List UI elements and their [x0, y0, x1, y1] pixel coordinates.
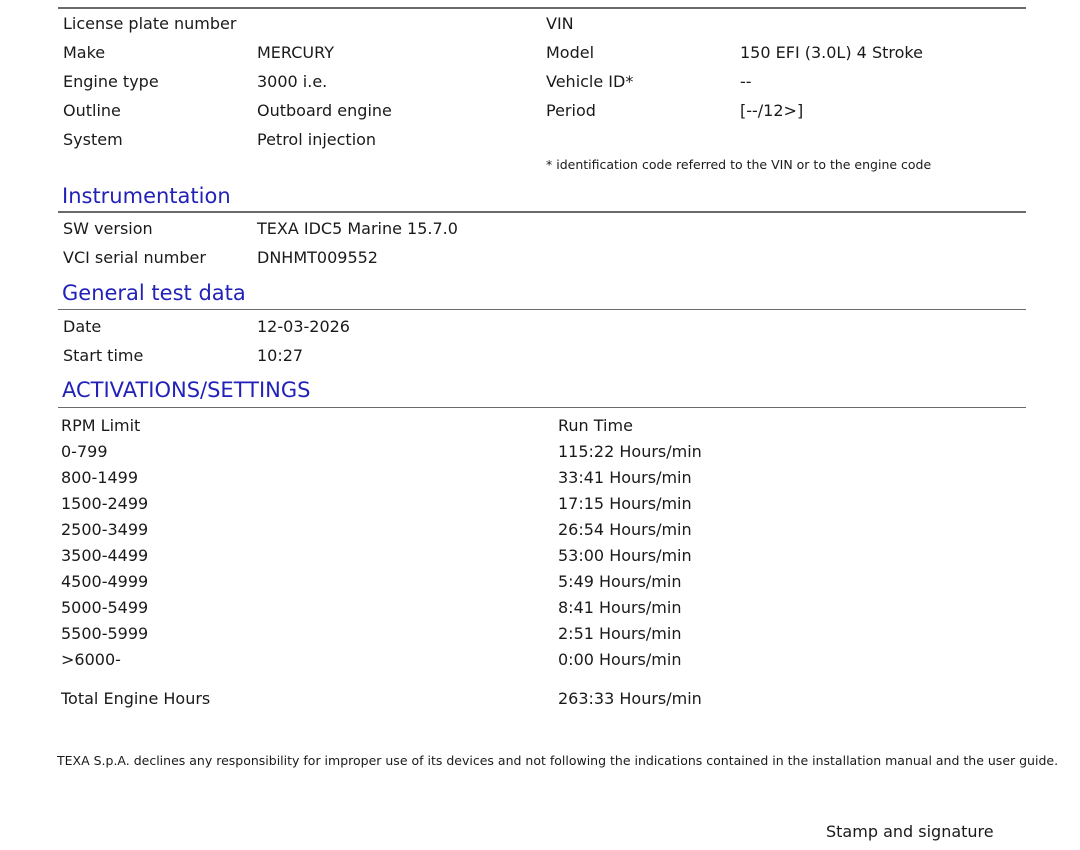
- vci-serial-label: VCI serial number: [63, 248, 206, 267]
- rpm-range: >6000-: [61, 650, 121, 669]
- activations-heading: ACTIVATIONS/SETTINGS: [62, 378, 311, 402]
- system-value: Petrol injection: [257, 130, 377, 149]
- run-time-value: 26:54 Hours/min: [558, 520, 692, 539]
- vehicle-id-value: --: [740, 72, 752, 91]
- table-row: [0, 442, 1080, 468]
- model-value: 150 EFI (3.0L) 4 Stroke: [740, 43, 923, 62]
- run-time-header: Run Time: [558, 416, 633, 435]
- vehicle-id-footnote: * identification code referred to the VIN or to the engine code: [546, 157, 932, 172]
- run-time-value: 0:00 Hours/min: [558, 650, 682, 669]
- vci-serial-value: DNHMT009552: [257, 248, 378, 267]
- rpm-limit-header: RPM Limit: [61, 416, 141, 435]
- run-time-value: 17:15 Hours/min: [558, 494, 692, 513]
- outline-label: Outline: [63, 101, 121, 120]
- instrumentation-heading: Instrumentation: [62, 184, 231, 208]
- outline-value: Outboard engine: [257, 101, 392, 120]
- rpm-range: 1500-2499: [61, 494, 149, 513]
- total-engine-hours-label: Total Engine Hours: [61, 689, 211, 708]
- period-value: [--/12>]: [740, 101, 804, 120]
- table-row: [0, 520, 1080, 546]
- engine-type-label: Engine type: [63, 72, 159, 91]
- date-value: 12-03-2026: [257, 317, 350, 336]
- disclaimer-text: TEXA S.p.A. declines any responsibility for improper use of its devices and not following the indications contained in the installation manual and the user guide.: [57, 753, 1059, 768]
- model-label: Model: [546, 43, 595, 62]
- general-test-data-heading: General test data: [62, 281, 246, 305]
- run-time-value: 33:41 Hours/min: [558, 468, 692, 487]
- table-row: [0, 494, 1080, 520]
- system-label: System: [63, 130, 123, 149]
- rpm-range: 800-1499: [61, 468, 139, 487]
- make-value: MERCURY: [257, 43, 334, 62]
- run-time-value: 2:51 Hours/min: [558, 624, 682, 643]
- instrumentation-rule: [58, 211, 1026, 213]
- license-plate-label: License plate number: [63, 14, 237, 33]
- period-label: Period: [546, 101, 596, 120]
- general-test-data-rule: [58, 309, 1026, 310]
- table-row: [0, 546, 1080, 572]
- make-label: Make: [63, 43, 106, 62]
- run-time-value: 5:49 Hours/min: [558, 572, 682, 591]
- total-engine-hours-value: 263:33 Hours/min: [558, 689, 702, 708]
- table-row: [0, 468, 1080, 494]
- table-row: [0, 624, 1080, 650]
- activations-rule: [58, 407, 1026, 408]
- vehicle-id-label: Vehicle ID*: [546, 72, 634, 91]
- run-time-value: 53:00 Hours/min: [558, 546, 692, 565]
- rpm-range: 2500-3499: [61, 520, 149, 539]
- start-time-label: Start time: [63, 346, 144, 365]
- rpm-range: 4500-4999: [61, 572, 149, 591]
- date-label: Date: [63, 317, 102, 336]
- table-row: [0, 650, 1080, 676]
- stamp-and-signature-label: Stamp and signature: [826, 822, 994, 841]
- engine-type-value: 3000 i.e.: [257, 72, 328, 91]
- rpm-range: 3500-4499: [61, 546, 149, 565]
- rpm-range: 5500-5999: [61, 624, 149, 643]
- table-row: [0, 598, 1080, 624]
- top-rule: [58, 7, 1026, 9]
- table-row: [0, 572, 1080, 598]
- vin-label: VIN: [546, 14, 574, 33]
- rpm-range: 5000-5499: [61, 598, 149, 617]
- rpm-range: 0-799: [61, 442, 108, 461]
- start-time-value: 10:27: [257, 346, 304, 365]
- sw-version-label: SW version: [63, 219, 153, 238]
- run-time-value: 8:41 Hours/min: [558, 598, 682, 617]
- sw-version-value: TEXA IDC5 Marine 15.7.0: [257, 219, 458, 238]
- run-time-value: 115:22 Hours/min: [558, 442, 702, 461]
